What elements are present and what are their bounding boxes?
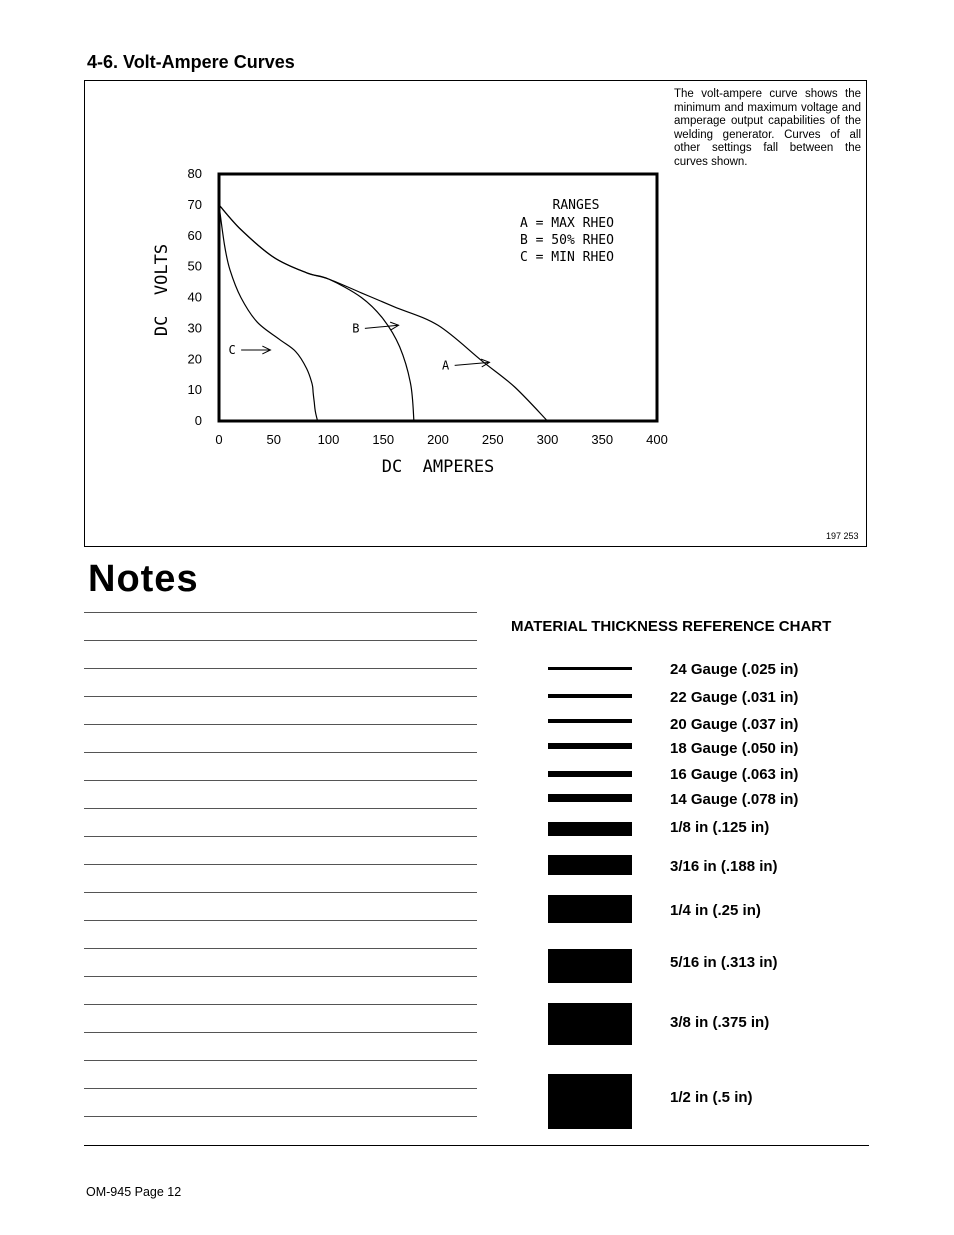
thickness-bar bbox=[548, 855, 632, 876]
section-title: 4-6. Volt-Ampere Curves bbox=[87, 52, 295, 72]
figure-number: 197 253 bbox=[826, 531, 859, 541]
thickness-bar bbox=[548, 895, 632, 923]
note-line bbox=[84, 976, 477, 977]
note-line bbox=[84, 1004, 477, 1005]
y-tick-label: 30 bbox=[187, 320, 202, 336]
thickness-label: 20 Gauge (.037 in) bbox=[670, 716, 799, 733]
thickness-bar bbox=[548, 1003, 632, 1044]
x-tick-labels bbox=[215, 432, 667, 447]
curve-labels bbox=[229, 321, 490, 372]
thickness-bar bbox=[548, 949, 632, 983]
legend-entry: B = 50% RHEO bbox=[520, 233, 614, 248]
y-axis-label: DC VOLTS bbox=[152, 243, 172, 337]
thickness-bar bbox=[548, 743, 632, 749]
note-line bbox=[84, 696, 477, 697]
note-line bbox=[84, 1060, 477, 1061]
legend-entry: C = MIN RHEO bbox=[520, 250, 614, 265]
thickness-bar bbox=[548, 794, 632, 803]
curve-label-arrow bbox=[241, 346, 270, 354]
x-tick-label: 300 bbox=[536, 432, 559, 447]
x-axis-label: DC AMPERES bbox=[381, 457, 495, 477]
curve-label-arrow bbox=[455, 359, 490, 367]
y-tick-labels bbox=[188, 166, 202, 428]
note-line bbox=[84, 1032, 477, 1033]
y-tick-label: 10 bbox=[187, 382, 202, 398]
y-tick-label: 20 bbox=[187, 351, 202, 367]
curves bbox=[219, 205, 548, 421]
curve-b bbox=[219, 205, 414, 421]
curve-label-b: B bbox=[352, 321, 360, 336]
note-line bbox=[84, 892, 477, 893]
note-line bbox=[84, 668, 477, 669]
thickness-label: 24 Gauge (.025 in) bbox=[670, 661, 799, 678]
thickness-label: 1/4 in (.25 in) bbox=[670, 902, 761, 919]
y-tick-label: 70 bbox=[187, 196, 202, 212]
x-tick-label: 350 bbox=[591, 432, 614, 447]
thickness-label: 3/8 in (.375 in) bbox=[670, 1014, 770, 1031]
thickness-bar bbox=[548, 1074, 632, 1129]
curve-label-arrow bbox=[365, 322, 399, 330]
thickness-label: 3/16 in (.188 in) bbox=[670, 858, 778, 875]
curve-label-a: A bbox=[442, 358, 450, 373]
note-line bbox=[84, 780, 477, 781]
thickness-bar bbox=[548, 822, 632, 836]
y-tick-label: 50 bbox=[187, 258, 202, 274]
y-tick-label: 40 bbox=[187, 289, 202, 305]
curve-a bbox=[219, 205, 548, 421]
figure-description: The volt-ampere curve shows the minimum and maximum voltage and amperage output capabilities of the welding generator. Curves of all other settings fall between the curves shown. bbox=[674, 88, 861, 168]
x-tick-label: 0 bbox=[215, 432, 223, 447]
volt-ampere-chart bbox=[0, 0, 954, 560]
thickness-bar bbox=[548, 694, 632, 697]
y-tick-label: 60 bbox=[187, 227, 202, 243]
bottom-divider bbox=[84, 1145, 869, 1146]
thickness-bar bbox=[548, 719, 632, 723]
x-tick-label: 100 bbox=[317, 432, 340, 447]
x-tick-label: 50 bbox=[266, 432, 281, 447]
thickness-label: 16 Gauge (.063 in) bbox=[670, 766, 799, 783]
note-line bbox=[84, 948, 477, 949]
x-tick-label: 250 bbox=[481, 432, 504, 447]
thickness-label: 22 Gauge (.031 in) bbox=[670, 689, 799, 706]
legend-entry: A = MAX RHEO bbox=[520, 216, 614, 231]
note-line bbox=[84, 1116, 477, 1117]
thickness-label: 14 Gauge (.078 in) bbox=[670, 791, 799, 808]
page-footer: OM-945 Page 12 bbox=[86, 1185, 182, 1199]
thickness-label: 5/16 in (.313 in) bbox=[670, 954, 778, 971]
note-line bbox=[84, 612, 477, 613]
thickness-chart-title: MATERIAL THICKNESS REFERENCE CHART bbox=[511, 618, 832, 635]
thickness-label: 18 Gauge (.050 in) bbox=[670, 740, 799, 757]
thickness-bar bbox=[548, 771, 632, 778]
note-line bbox=[84, 724, 477, 725]
legend bbox=[520, 198, 614, 265]
x-tick-label: 400 bbox=[646, 432, 668, 447]
note-line bbox=[84, 640, 477, 641]
curve-c bbox=[219, 205, 318, 421]
x-tick-label: 200 bbox=[427, 432, 449, 447]
note-line bbox=[84, 752, 477, 753]
notes-title: Notes bbox=[88, 558, 199, 600]
thickness-label: 1/2 in (.5 in) bbox=[670, 1089, 753, 1106]
y-tick-label: 80 bbox=[187, 166, 202, 181]
note-line bbox=[84, 920, 477, 921]
y-tick-label: 0 bbox=[194, 413, 202, 428]
note-line bbox=[84, 1088, 477, 1089]
thickness-label: 1/8 in (.125 in) bbox=[670, 819, 770, 836]
note-line bbox=[84, 836, 477, 837]
note-line bbox=[84, 808, 477, 809]
legend-title: RANGES bbox=[552, 198, 600, 213]
note-line bbox=[84, 864, 477, 865]
curve-label-c: C bbox=[228, 342, 236, 357]
thickness-bar bbox=[548, 667, 632, 670]
x-tick-label: 150 bbox=[372, 432, 395, 447]
